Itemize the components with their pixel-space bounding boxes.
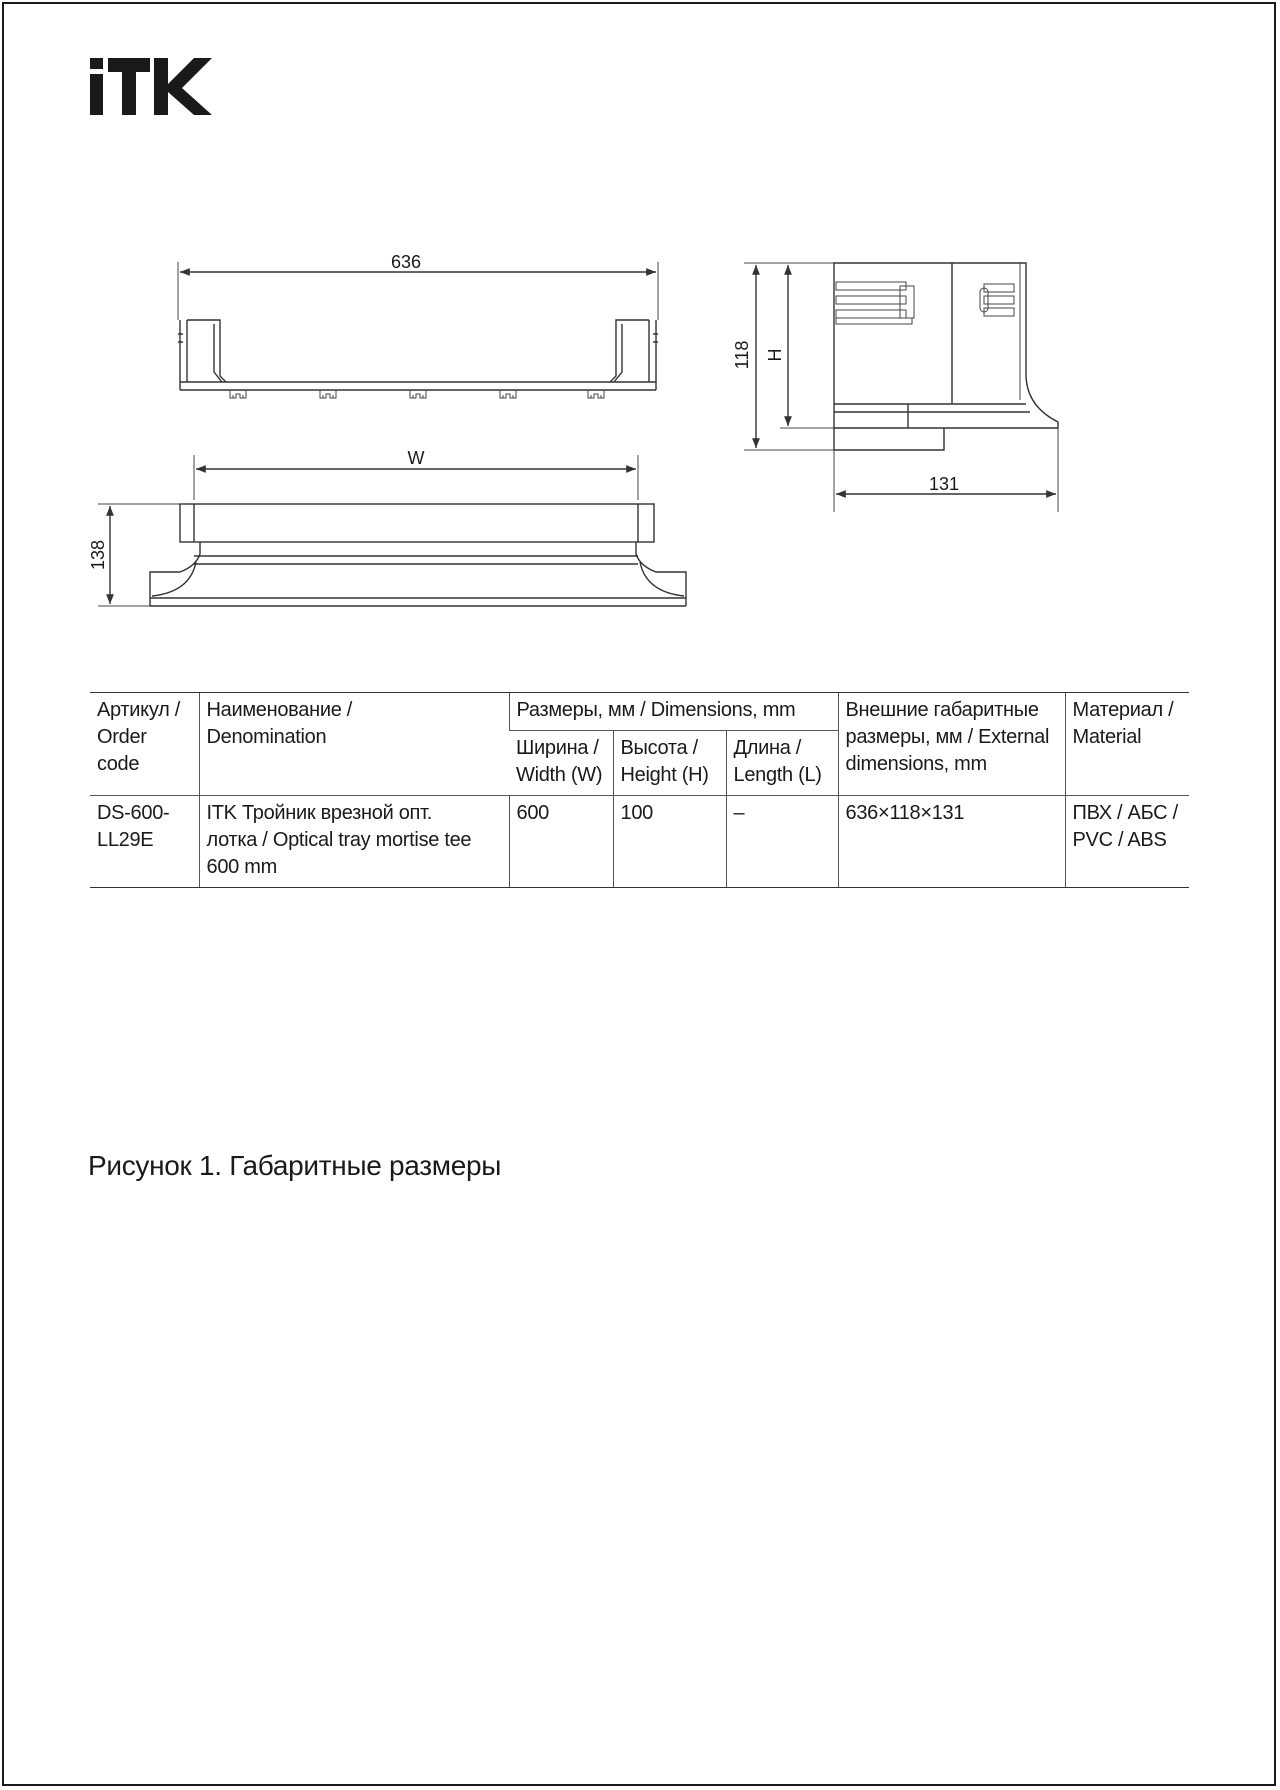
cell-material: ПВХ / АБС / PVC / ABS	[1065, 796, 1189, 888]
cell-order-code: DS-600- LL29E	[90, 796, 199, 888]
cell-length: –	[726, 796, 838, 888]
dim-118-label: 118	[732, 340, 752, 370]
table-header-row	[90, 693, 1189, 731]
technical-drawing	[0, 0, 1280, 640]
header-dimensions: Размеры, мм / Dimensions, mm	[509, 693, 838, 731]
front-view	[88, 448, 686, 606]
dim-h-label: H	[765, 348, 785, 362]
header-order-code: Артикул / Order code	[90, 693, 199, 796]
figure-caption: Рисунок 1. Габаритные размеры	[88, 1150, 502, 1181]
header-length: Длина / Length (L)	[726, 731, 838, 796]
header-denomination: Наименование / Denomination	[199, 693, 509, 796]
dim-636-label: 636	[390, 252, 422, 272]
side-view	[732, 263, 1058, 512]
dim-138-label: 138	[88, 539, 108, 571]
top-view	[178, 252, 658, 398]
dim-w-label: W	[407, 448, 425, 468]
cell-height: 100	[613, 796, 726, 888]
spec-table	[90, 692, 1189, 888]
header-material: Материал / Material	[1065, 693, 1189, 796]
cell-denomination: ITK Тройник врезной опт. лотка / Optical tray mortise tee 600 mm	[199, 796, 509, 888]
cell-width: 600	[509, 796, 613, 888]
header-external-dimensions: Внешние габаритные размеры, мм / External dimensions, mm	[838, 693, 1065, 796]
header-width: Ширина / Width (W)	[509, 731, 613, 796]
table-row	[90, 796, 1189, 888]
header-height: Высота / Height (H)	[613, 731, 726, 796]
dim-131-label: 131	[928, 474, 960, 494]
cell-external-dimensions: 636×118×131	[838, 796, 1065, 888]
